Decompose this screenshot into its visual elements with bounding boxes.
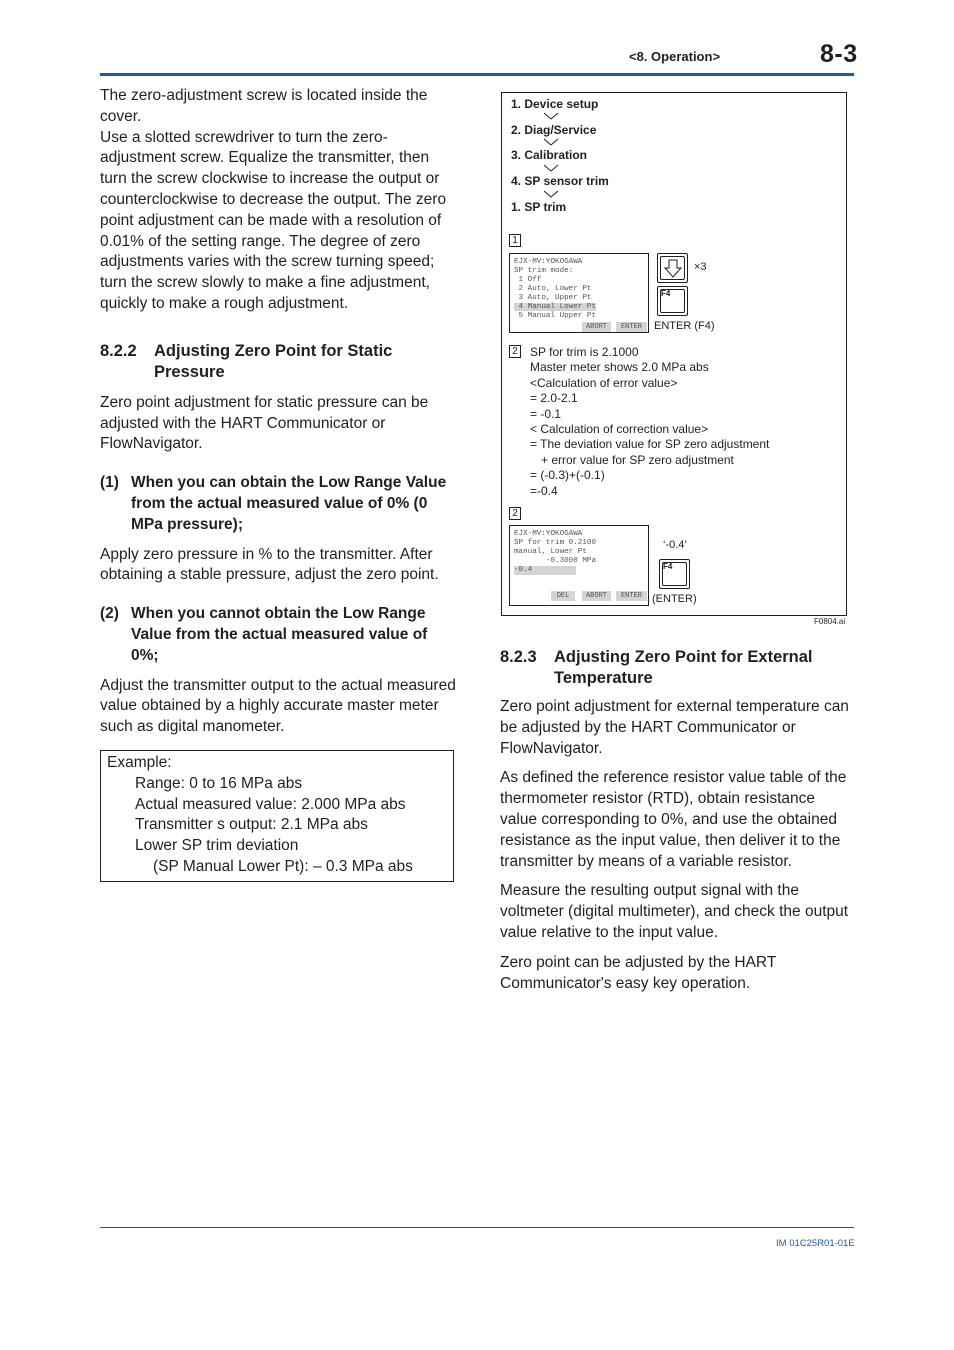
section-heading-822: [100, 341, 456, 383]
page-number: 8-3: [820, 40, 858, 68]
enter-note: ENTER (F4): [654, 320, 715, 332]
subheading-body: Apply zero pressure in % to the transmitter. After obtaining a stable pressure, adjust the zero point.: [100, 545, 439, 584]
screen-line: 5 Manual Upper Pt: [514, 312, 597, 320]
calc-line: = (-0.3)+(-0.1): [530, 468, 605, 483]
screen-line: -0.3000 MPa: [514, 557, 597, 565]
calc-line: =-0.4: [530, 483, 558, 498]
intro-paragraph: The zero-adjustment screw is located inside the cover.: [100, 87, 428, 125]
screen-line: SP trim mode:: [514, 267, 574, 275]
subheading-number: (1): [100, 474, 119, 492]
calculation-text: [530, 345, 769, 499]
body-paragraph: Measure the resulting output signal with the voltmeter (digital multimeter), and check the output value relative to the input value.: [500, 882, 849, 941]
chevron-down-icon: [543, 164, 559, 172]
calc-line: < Calculation of correction value>: [530, 422, 709, 437]
section-heading-823: [500, 647, 856, 689]
input-note: ‘-0.4’: [663, 539, 687, 551]
subheading-body: Adjust the transmitter output to the actual measured value obtained by a highly accurate master meter such as digital manometer.: [100, 676, 456, 736]
example-line: Lower SP trim deviation: [135, 837, 299, 855]
menu-path-item: 2. Diag/Service: [511, 123, 597, 137]
menu-path-item: 1. SP trim: [511, 200, 567, 214]
header-rule: [100, 73, 854, 76]
arrow-down-icon: [664, 259, 682, 278]
hart-screen-sp-trim-value: [509, 525, 649, 606]
example-line: Range: 0 to 16 MPa abs: [135, 774, 303, 792]
subheading-1: [100, 473, 456, 535]
chevron-down-icon: [543, 112, 559, 120]
softkey-abort: ABORT: [582, 322, 611, 332]
softkey-enter: ENTER: [616, 322, 647, 332]
step-number-box: 2: [509, 507, 521, 520]
subheading-title: When you can obtain the Low Range Value from the actual measured value of 0% (0 MPa pressure);: [131, 474, 447, 533]
step-number-box: 1: [509, 234, 521, 247]
hart-screen-sp-trim-mode: [509, 253, 649, 333]
figure-caption: F0804.ai: [814, 617, 846, 626]
section-number: 8.2.3: [500, 648, 537, 666]
step-number-box: 2: [509, 345, 521, 358]
screen-line: EJX-MV:YOKOGAWA: [514, 530, 583, 538]
example-line: Transmitter s output: 2.1 MPa abs: [135, 816, 368, 834]
down-arrow-key: [657, 253, 688, 283]
calc-line: = 2.0-2.1: [530, 391, 578, 406]
calc-line: = -0.1: [530, 406, 562, 421]
section-body: Zero point adjustment for static pressure can be adjusted with the HART Communicator or FlowNavigator.: [100, 393, 429, 453]
body-paragraph: As defined the reference resistor value table of the thermometer resistor (RTD), obtain resistance value corresponding to 0%, and use the obtained resistance as the input value, then deliver it to the transmitter by means of a variable resistor.: [500, 769, 847, 870]
section-number: 8.2.2: [100, 341, 137, 360]
right-column: [500, 647, 856, 994]
example-line: (SP Manual Lower Pt): – 0.3 MPa abs: [153, 857, 413, 875]
screen-line: manual, Lower Pt: [514, 548, 587, 556]
calc-line: = The deviation value for SP zero adjustment: [530, 437, 770, 452]
softkey-enter: ENTER: [616, 591, 647, 601]
f4-key: [659, 559, 690, 589]
softkey-abort: ABORT: [582, 591, 611, 601]
example-line: Actual measured value: 2.000 MPa abs: [135, 795, 406, 813]
screen-line: 1 Off: [514, 276, 542, 284]
procedure-figure: [501, 92, 847, 616]
f4-key: [657, 286, 688, 316]
screen-line: SP for trim 0.2100: [514, 539, 597, 547]
example-label: Example:: [107, 753, 172, 771]
calc-line: SP for trim is 2.1000: [530, 345, 639, 359]
screen-line: EJX-MV:YOKOGAWA: [514, 258, 583, 266]
footer-rule: [100, 1227, 854, 1228]
key-label: F4: [663, 562, 673, 571]
menu-path-item: 4. SP sensor trim: [511, 174, 609, 188]
subheading-number: (2): [100, 605, 119, 623]
screen-line-selected: 4 Manual Lower Pt: [514, 303, 597, 311]
intro-paragraph: Use a slotted screwdriver to turn the zero-adjustment screw. Equalize the transmitter, then turn the screw clockwise to increase the output or counterclockwise to decrease the output. The zero point adjustment can be made with a resolution of 0.01% of the setting range. The degree of zero adjustments varies with the screw turning speed; turn the screw slowly to make a fine adjustment, quickly to make a rough adjustment.: [100, 128, 447, 312]
example-box: [100, 750, 454, 882]
menu-path-item: 3. Calibration: [511, 148, 588, 162]
key-repeat-count: ×3: [694, 261, 707, 273]
menu-path-item: 1. Device setup: [511, 97, 599, 111]
body-paragraph: Zero point can be adjusted by the HART Communicator's easy key operation.: [500, 953, 777, 992]
body-paragraph: Zero point adjustment for external temperature can be adjusted by the HART Communicator or FlowNavigator.: [500, 698, 849, 757]
screen-line: 2 Auto, Lower Pt: [514, 285, 592, 293]
section-title: Adjusting Zero Point for Static Pressure: [154, 341, 393, 381]
subheading-title: When you cannot obtain the Low Range Value from the actual measured value of 0%;: [131, 605, 428, 664]
document-id: IM 01C25R01-01E: [776, 1238, 855, 1249]
key-label: F4: [661, 289, 671, 298]
calc-line: <Calculation of error value>: [530, 375, 678, 390]
calc-line: Master meter shows 2.0 MPa abs: [530, 360, 709, 375]
header-section: <8. Operation>: [629, 49, 721, 64]
subheading-2: [100, 604, 456, 666]
left-column: [100, 86, 456, 882]
screen-line: 3 Auto, Upper Pt: [514, 294, 592, 302]
chevron-down-icon: [543, 138, 559, 146]
chevron-down-icon: [543, 190, 559, 198]
softkey-del: DEL: [551, 591, 575, 601]
calc-line: + error value for SP zero adjustment: [541, 452, 734, 467]
enter-note: (ENTER): [652, 593, 697, 605]
section-title: Adjusting Zero Point for External Temperature: [554, 648, 813, 687]
screen-input-value: -0.4: [514, 566, 576, 575]
